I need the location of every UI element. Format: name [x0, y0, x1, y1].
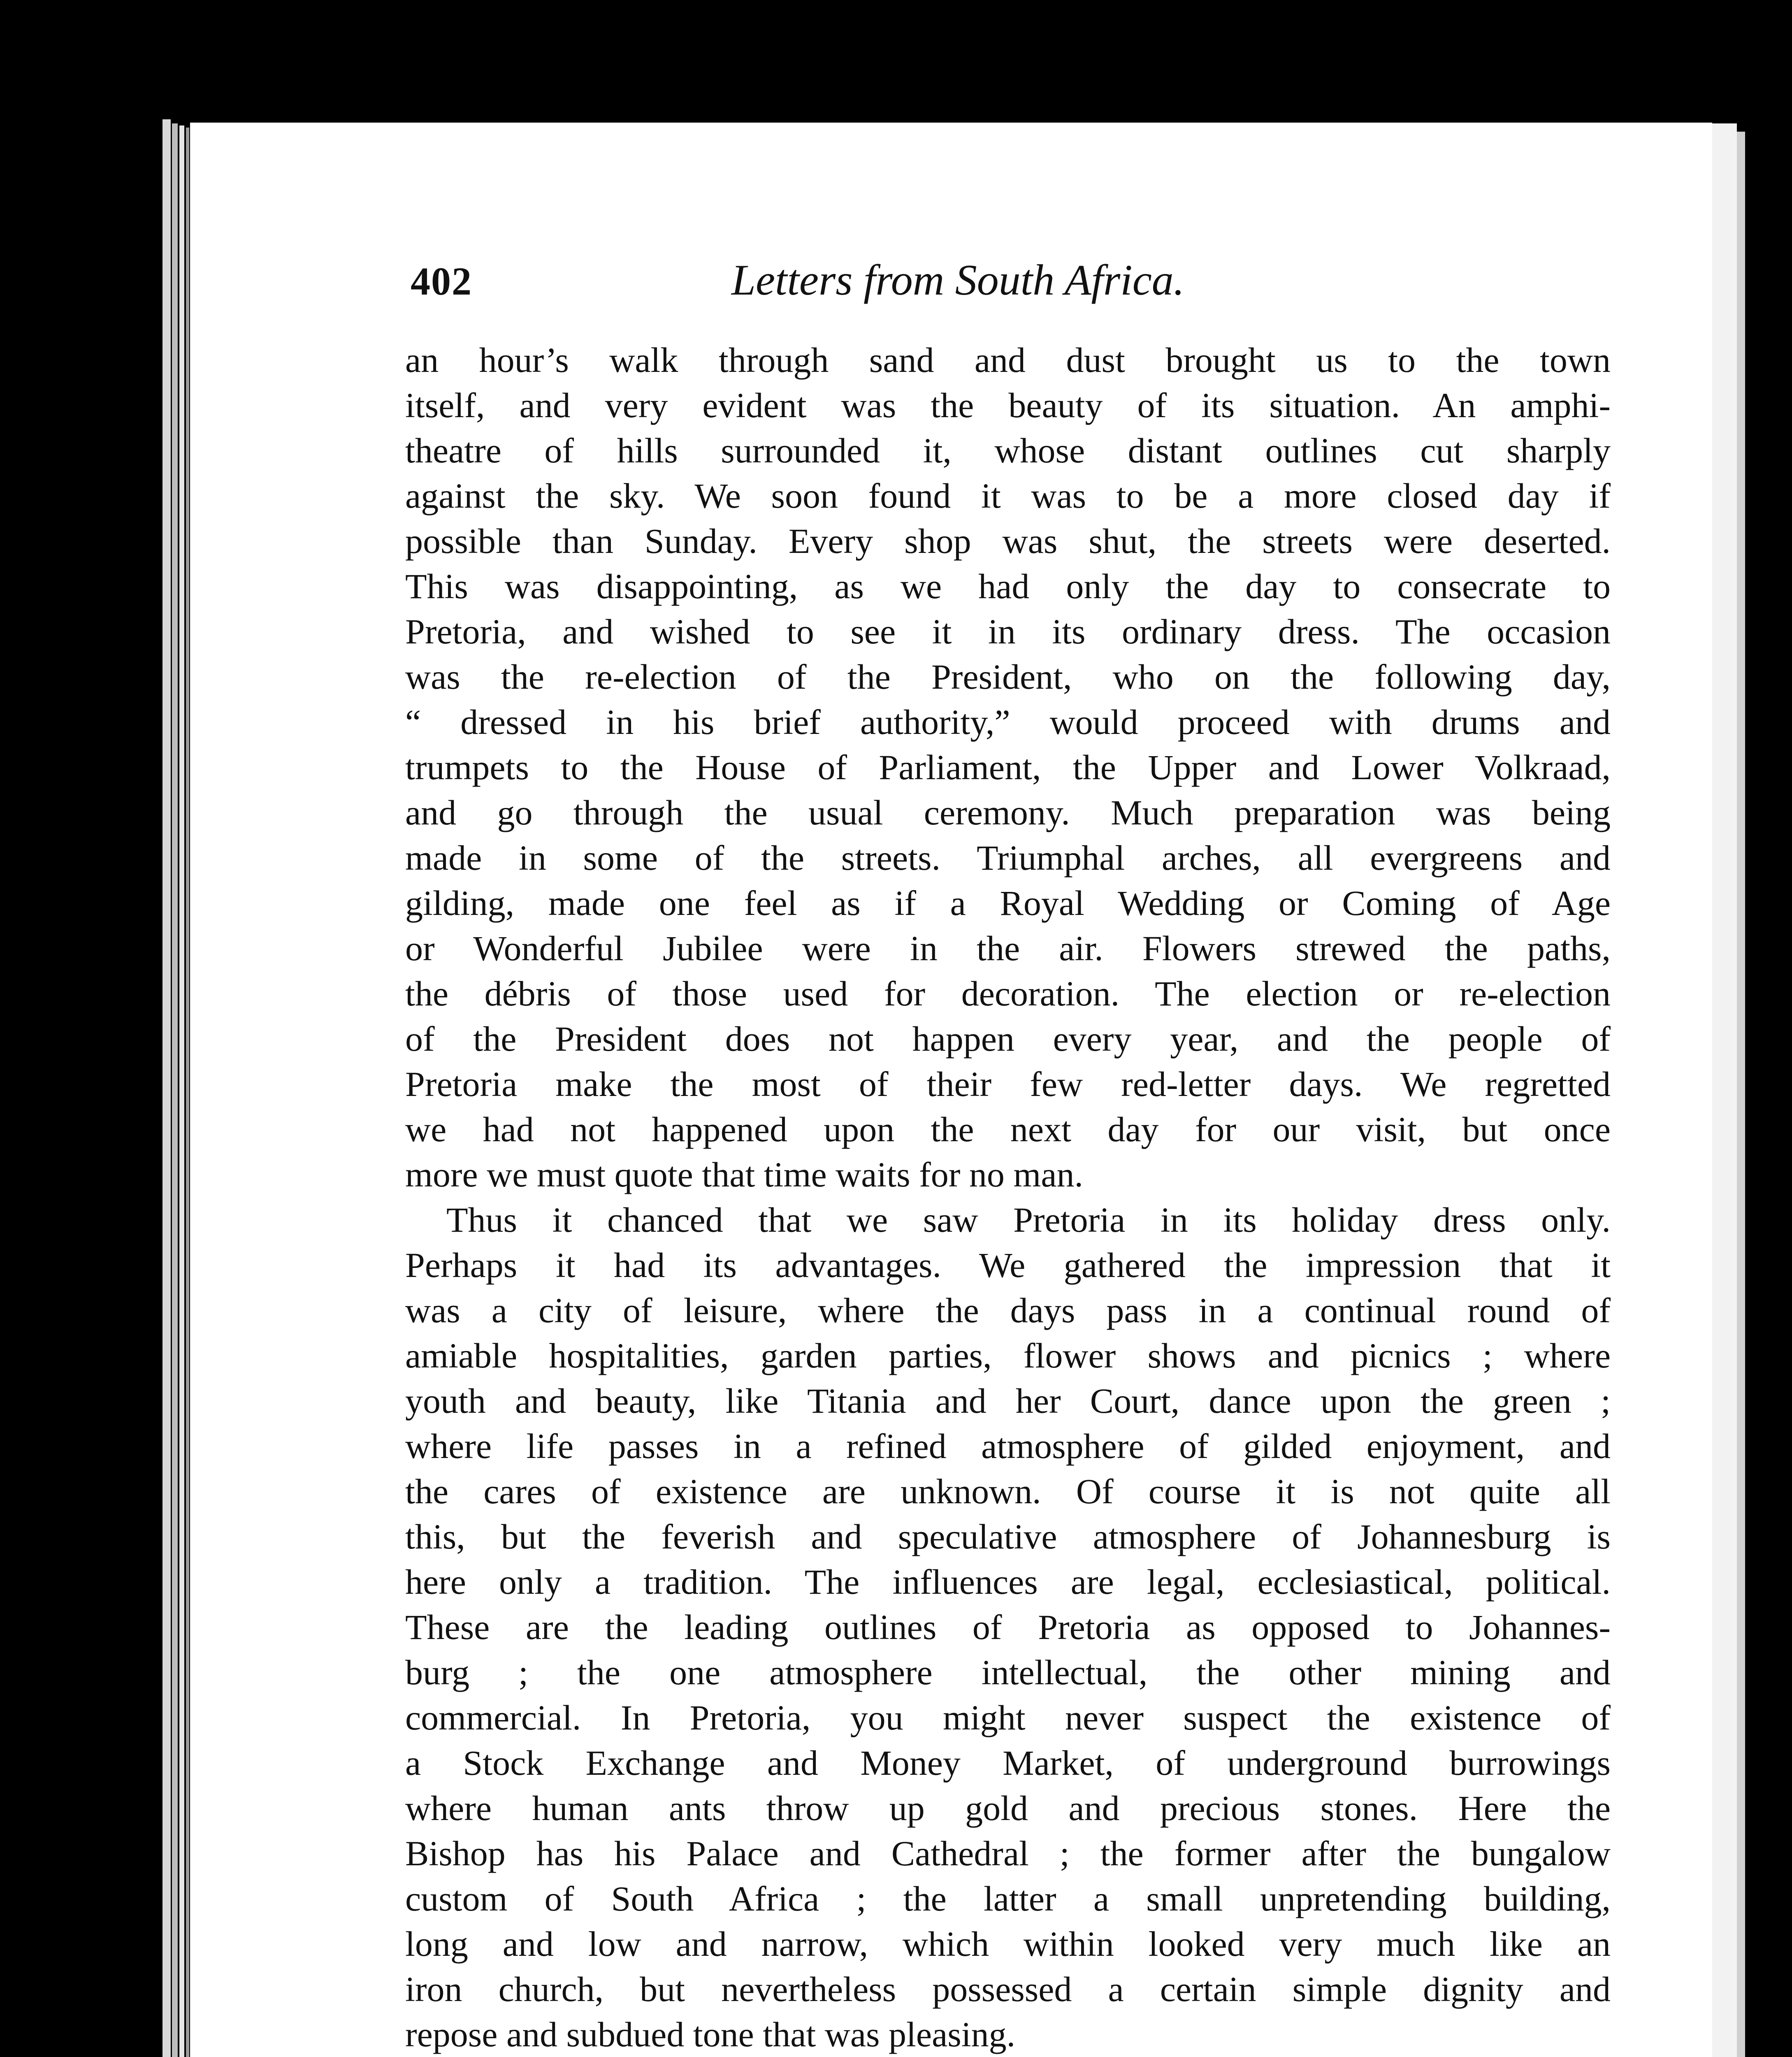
body-text	[405, 337, 1611, 2057]
text-line: repose and subdued tone that was pleasing.	[405, 2015, 1016, 2054]
text-line: gilding, made one feel as if a Royal Wedding or Coming of Age	[405, 883, 1611, 923]
text-line: Pretoria make the most of their few red-letter days. We regretted	[405, 1064, 1611, 1104]
text-line: an hour’s walk through sand and dust brought us to the town	[405, 340, 1611, 380]
text-line: commercial. In Pretoria, you might never suspect the existence of	[405, 1698, 1611, 1737]
text-line: iron church, but nevertheless possessed a certain simple dignity and	[405, 1969, 1611, 2009]
text-line: custom of South Africa ; the latter a small unpretending building,	[405, 1879, 1611, 1918]
text-line: amiable hospitalities, garden parties, flower shows and picnics ; where	[405, 1336, 1611, 1375]
page-edge-stack	[179, 125, 184, 2057]
text-line: was a city of leisure, where the days pass in a continual round of	[405, 1291, 1611, 1330]
page-edge-stack	[172, 123, 178, 2057]
text-line: or Wonderful Jubilee were in the air. Flowers strewed the paths,	[405, 929, 1611, 968]
text-line: Bishop has his Palace and Cathedral ; the former after the bungalow	[405, 1834, 1611, 1873]
text-line: long and low and narrow, which within looked very much like an	[405, 1924, 1611, 1964]
page-number: 402	[411, 259, 472, 303]
text-line: we had not happened upon the next day for our visit, but once	[405, 1110, 1611, 1149]
text-line: This was disappointing, as we had only the day to consecrate to	[405, 566, 1611, 606]
text-line: this, but the feverish and speculative atmosphere of Johannesburg is	[405, 1517, 1611, 1556]
text-line: trumpets to the House of Parliament, the Upper and Lower Volkraad,	[405, 748, 1611, 787]
text-line: “ dressed in his brief authority,” would proceed with drums and	[405, 702, 1611, 742]
text-line: youth and beauty, like Titania and her Court, dance upon the green ;	[405, 1381, 1611, 1421]
text-line: itself, and very evident was the beauty of its situation. An amphi-	[405, 385, 1611, 425]
text-line: against the sky. We soon found it was to be a more closed day if	[405, 476, 1611, 515]
text-line: the débris of those used for decoration. The election or re-election	[405, 974, 1611, 1013]
text-line: a Stock Exchange and Money Market, of underground burrowings	[405, 1743, 1611, 1783]
page-edge-stack	[162, 119, 171, 2057]
text-line: was the re-election of the President, who on the following day,	[405, 657, 1611, 697]
page-right-edge	[1737, 132, 1745, 2057]
text-line: Perhaps it had its advantages. We gathered the impression that it	[405, 1245, 1611, 1285]
text-line: possible than Sunday. Every shop was shut, the streets were deserted.	[405, 521, 1611, 561]
text-line: and go through the usual ceremony. Much preparation was being	[405, 793, 1611, 832]
text-line: Pretoria, and wished to see it in its ordinary dress. The occasion	[405, 612, 1611, 651]
text-line: burg ; the one atmosphere intellectual, the other mining and	[405, 1653, 1611, 1692]
text-line: made in some of the streets. Triumphal arches, all evergreens and	[405, 838, 1611, 878]
text-line: here only a tradition. The influences are legal, ecclesiastical, political.	[405, 1562, 1611, 1602]
running-title: Letters from South Africa.	[731, 256, 1185, 304]
text-line: more we must quote that time waits for no man.	[405, 1155, 1083, 1194]
text-line: theatre of hills surrounded it, whose distant outlines cut sharply	[405, 431, 1611, 470]
text-line: where life passes in a refined atmosphere of gilded enjoyment, and	[405, 1426, 1611, 1466]
paragraph	[405, 1197, 1611, 2057]
page-header	[411, 247, 1274, 304]
text-line: These are the leading outlines of Pretoria as opposed to Johannes-	[405, 1607, 1611, 1647]
text-line: the cares of existence are unknown. Of course it is not quite all	[405, 1472, 1611, 1511]
page-edge-stack	[186, 128, 189, 2057]
text-line: of the President does not happen every year, and the people of	[405, 1019, 1611, 1059]
text-line: Thus it chanced that we saw Pretoria in its holiday dress only.	[446, 1200, 1611, 1240]
text-line: where human ants throw up gold and precious stones. Here the	[405, 1788, 1611, 1828]
page-right-margin	[1712, 123, 1737, 2057]
paragraph	[405, 337, 1611, 1197]
